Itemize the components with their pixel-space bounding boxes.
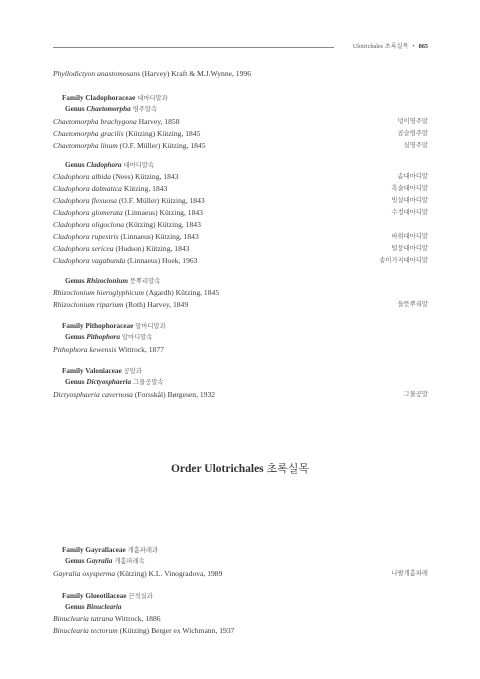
species-name: Cladophora sericea xyxy=(53,244,114,253)
species-authority: (O.F. Müller) Kützing, 1843 xyxy=(116,196,205,205)
family-name: Family Gayraliaceae xyxy=(62,546,126,554)
species-authority: (Linnaeus) Hoek, 1963 xyxy=(125,256,198,265)
species-name: Cladophora oligoclona xyxy=(53,220,125,229)
species-name: Chaetomorpha brachygona xyxy=(53,117,137,126)
genus-prefix: Genus xyxy=(65,557,87,565)
species-name: Cladophora vagabunda xyxy=(53,256,126,265)
species-authority: (Linnaeus) Kützing, 1843 xyxy=(118,232,199,241)
species-authority: (Kützing) K.L. Vinogradova, 1989 xyxy=(115,569,223,578)
family-korean-name: 대마디말과 xyxy=(137,95,168,102)
order-name: Order Ulotrichales xyxy=(170,463,264,475)
species-entry xyxy=(53,140,428,152)
species-korean-name: 솜대마디말 xyxy=(397,173,428,180)
family-korean-name: 끈적실과 xyxy=(128,593,153,600)
species-name: Binuclearia tectorum xyxy=(53,626,118,635)
species-name: Rhizoclonium riparium xyxy=(53,300,124,309)
species-name: Cladophora glomerata xyxy=(53,208,123,217)
species-name: Gayralia oxysperma xyxy=(53,569,116,578)
species-entry xyxy=(53,613,428,625)
species-name: Cladophora albida xyxy=(53,172,112,181)
family-name: Family Cladophoraceae xyxy=(62,94,136,102)
species-korean-name: 바위대마디말 xyxy=(391,233,428,240)
genus-prefix: Genus xyxy=(65,161,87,169)
genus-heading xyxy=(65,275,428,287)
family-korean-name: 알마디말과 xyxy=(135,323,166,330)
genus-prefix: Genus xyxy=(65,603,87,611)
species-korean-name: 빗살대마디말 xyxy=(391,197,428,204)
species-authority: (Forsskål) Børgesen, 1932 xyxy=(132,390,216,399)
species-name: Phyllodictyon anastomosans xyxy=(53,69,141,78)
species-entry xyxy=(53,231,428,243)
species-name: Cladophora rupestris xyxy=(53,232,119,241)
species-authority: Wittrock, 1886 xyxy=(113,614,161,623)
species-name: Binuclearia tatrana xyxy=(53,614,114,623)
species-authority: (Kützing) Kützing, 1845 xyxy=(123,129,201,138)
species-korean-name: 나팔개홑파래 xyxy=(391,570,428,577)
species-entry xyxy=(53,299,428,311)
species-entry xyxy=(53,128,428,140)
species-name: Chaetomorpha linum xyxy=(53,141,118,150)
species-entry xyxy=(53,344,428,356)
species-entry xyxy=(53,625,428,637)
species-authority: (Kützing) Berger ex Wichmann, 1937 xyxy=(117,626,235,635)
species-authority: (Agardh) Kützing, 1845 xyxy=(144,288,220,297)
genus-name: Dictyosphaeria xyxy=(86,378,132,386)
genus-name: Chaetomorpha xyxy=(86,105,131,113)
genus-korean-name: 알마디말속 xyxy=(121,334,153,341)
species-authority: Harvey, 1858 xyxy=(136,117,180,126)
species-entry xyxy=(53,171,428,183)
species-entry xyxy=(53,219,428,231)
family-name: Family Gloeotilaceae xyxy=(62,592,127,600)
order-heading xyxy=(0,460,480,476)
genus-heading xyxy=(65,331,428,343)
header-rule xyxy=(53,47,334,48)
species-entry xyxy=(53,207,428,219)
genus-prefix: Genus xyxy=(65,105,87,113)
genus-heading xyxy=(65,555,428,567)
species-korean-name: 실염주말 xyxy=(403,142,428,149)
genus-korean-name: 대마디말속 xyxy=(123,162,154,169)
species-entry xyxy=(53,389,428,401)
species-entry xyxy=(53,568,428,580)
species-authority: Kützing, 1843 xyxy=(121,184,168,193)
genus-korean-name: 뜻뿌리말속 xyxy=(129,278,161,285)
species-authority: (Kützing) Kützing, 1843 xyxy=(124,220,201,229)
genus-name: Cladophora xyxy=(86,161,122,169)
species-entry xyxy=(53,287,428,299)
species-korean-name: 수정대마디말 xyxy=(391,209,428,216)
genus-prefix: Genus xyxy=(65,277,87,285)
genus-name: Pithophora xyxy=(86,333,120,341)
species-korean-name: 덩이염주말 xyxy=(397,118,428,125)
genus-korean-name: 염주말속 xyxy=(132,106,158,113)
species-name: Cladophora flexuosa xyxy=(53,196,117,205)
genus-heading xyxy=(65,159,428,171)
species-korean-name: 털뭉대마디말 xyxy=(391,245,428,252)
page-number: 865 xyxy=(418,43,428,50)
species-entry xyxy=(53,195,428,207)
species-name: Pithophora kewensis xyxy=(53,345,117,354)
species-authority: (Nees) Kützing, 1843 xyxy=(111,172,179,181)
species-korean-name: 그물공말 xyxy=(403,391,428,398)
genus-heading xyxy=(65,103,428,115)
header-dot: • xyxy=(412,43,415,50)
species-entry xyxy=(53,255,428,267)
species-korean-name: 흑술대마디말 xyxy=(391,185,428,192)
running-header xyxy=(353,41,428,50)
species-authority: (Roth) Harvey, 1849 xyxy=(123,300,189,309)
species-name: Cladophora dalmatica xyxy=(53,184,122,193)
family-korean-name: 개홑파래과 xyxy=(127,547,159,554)
family-korean-name: 공말과 xyxy=(123,368,142,375)
species-authority: (Linnaeus) Kützing, 1843 xyxy=(122,208,203,217)
genus-korean-name: 개홑파래속 xyxy=(114,558,145,565)
species-korean-name: 송이가지대마디말 xyxy=(379,257,428,264)
species-entry xyxy=(53,116,428,128)
species-entry xyxy=(53,243,428,255)
species-korean-name: 곱슬염주말 xyxy=(397,130,428,137)
genus-prefix: Genus xyxy=(65,378,87,386)
genus-heading xyxy=(65,601,428,613)
species-name: Rhizoclonium hieroglyphicum xyxy=(53,288,145,297)
genus-heading xyxy=(65,376,428,388)
species-authority: (Hudson) Kützing, 1843 xyxy=(113,244,190,253)
species-korean-name: 들뜻뿌리말 xyxy=(397,301,428,308)
species-authority: (Harvey) Kraft & M.J.Wynne, 1996 xyxy=(140,69,251,78)
genus-korean-name: 그물공말속 xyxy=(133,379,164,386)
family-name: Family Pithophoraceae xyxy=(62,322,134,330)
species-name: Chaetomorpha gracilis xyxy=(53,129,124,138)
genus-name: Rhizoclonium xyxy=(86,277,128,285)
family-name: Family Valoniaceae xyxy=(62,367,122,375)
genus-prefix: Genus xyxy=(65,333,87,341)
species-entry xyxy=(53,68,428,80)
species-name: Dictyosphaeria cavernosa xyxy=(53,390,133,399)
order-korean-name: 초록실목 xyxy=(266,462,310,475)
genus-name: Gayralia xyxy=(86,557,113,565)
species-entry xyxy=(53,183,428,195)
species-authority: Wittrock, 1877 xyxy=(116,345,164,354)
genus-name: Binuclearia xyxy=(86,603,122,611)
species-authority: (O.F. Müller) Kützing, 1845 xyxy=(117,141,206,150)
running-title: Ulotrichales 초록실목 xyxy=(352,43,409,50)
